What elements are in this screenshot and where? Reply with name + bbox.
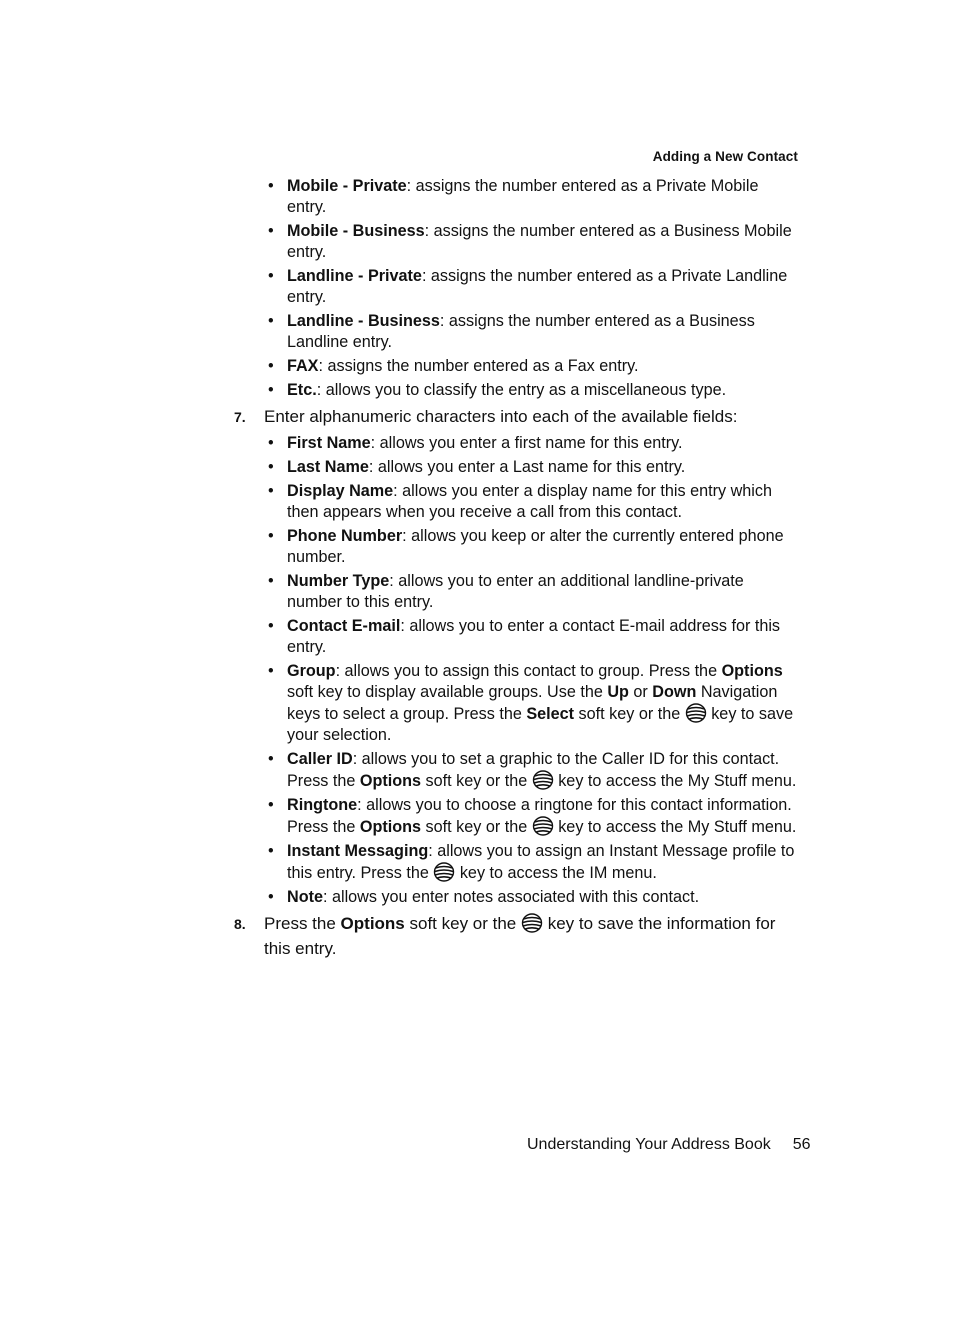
list-item-ringtone: • Ringtone: allows you to choose a ringtone for this contact information. Press the Options soft key or the key to access the My Stuff menu. [268,796,797,836]
entry-type-list [230,176,802,401]
list-item-phone-number: • Phone Number: allows you keep or alter the currently entered phone number. [268,527,784,566]
list-item: • FAX: assigns the number entered as a Fax entry. [268,357,639,375]
content [230,176,802,965]
list-item-contact-email: • Contact E-mail: allows you to enter a contact E-mail address for this entry. [268,617,781,656]
list-item-last-name: • Last Name: allows you enter a Last name for this entry. [268,458,686,476]
list-item: • Landline - Business: assigns the number entered as a Business Landline entry. [268,312,755,351]
att-globe-key-icon [521,913,543,933]
field-list [230,433,802,908]
list-item-number-type: • Number Type: allows you to enter an additional landline-private number to this entry. [268,572,744,611]
step-text: Enter alphanumeric characters into each of the available fields: [264,407,738,426]
att-globe-key-icon [433,862,455,882]
list-item-first-name: • First Name: allows you enter a first name for this entry. [268,434,683,452]
step-7 [230,404,802,429]
att-globe-key-icon [685,703,707,723]
step-number: 8. [234,916,246,932]
list-item: • Landline - Private: assigns the number entered as a Private Landline entry. [268,267,788,306]
page-header: Adding a New Contact [652,149,798,164]
list-item-display-name: • Display Name: allows you enter a display name for this entry which then appears when you receive a call from this contact. [268,482,772,521]
list-item: • Mobile - Business: assigns the number entered as a Business Mobile entry. [268,222,792,261]
list-item-instant-messaging: • Instant Messaging: allows you to assign an Instant Message profile to this entry. Press the key to access the IM menu. [268,842,795,882]
list-item-caller-id: • Caller ID: allows you to set a graphic to the Caller ID for this contact. Press the Options soft key or the key to access the My Stuff menu. [268,750,797,790]
page-number: 56 [792,1136,811,1153]
step-8: 8. Press the Options soft key or the key to save the information for this entry. [234,914,776,958]
list-item-note: • Note: allows you enter notes associated with this contact. [268,888,700,906]
footer-section-title: Understanding Your Address Book [527,1136,771,1153]
step-number: 7. [234,409,246,425]
att-globe-key-icon [532,770,554,790]
list-item: • Mobile - Private: assigns the number entered as a Private Mobile entry. [268,177,759,216]
att-globe-key-icon [532,816,554,836]
list-item-group: • Group: allows you to assign this contact to group. Press the Options soft key to display available groups. Use the Up or Down Navigation keys to select a group. Press the Select soft key or the key to save your selection. [268,662,794,744]
page-footer [527,1136,811,1154]
list-item: • Etc.: allows you to classify the entry as a miscellaneous type. [268,381,727,399]
